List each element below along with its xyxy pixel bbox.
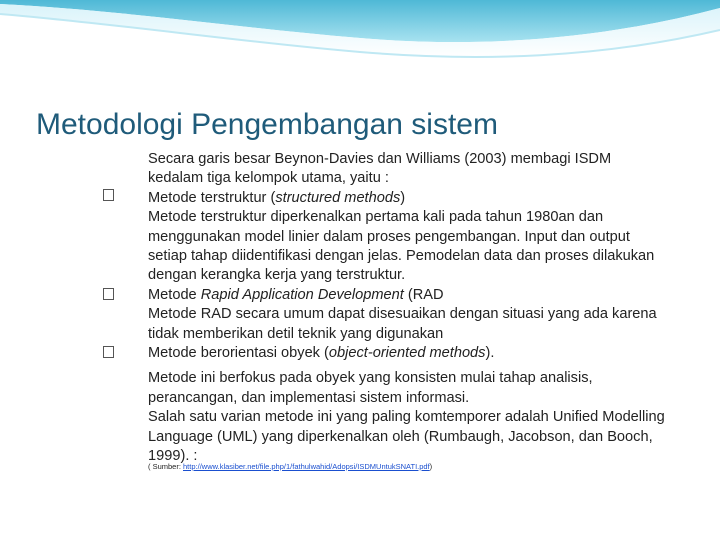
item-rad-term: Rapid Application Development xyxy=(200,286,404,303)
intro-text: Secara garis besar Beynon-Davies dan Williams (2003) membagi ISDM kedalam tiga kelompok utama, yaitu : xyxy=(148,151,612,187)
source-suffix: ) xyxy=(429,462,433,471)
source-citation xyxy=(148,462,432,471)
item-oo-suffix: ). xyxy=(485,345,495,362)
decorative-wave-header xyxy=(0,0,720,120)
item-rad-suffix: (RAD xyxy=(403,286,444,303)
item-rad-label: Metode xyxy=(148,286,201,303)
bullet-icon xyxy=(103,189,114,201)
item-structured-term: structured methods xyxy=(275,189,401,206)
item-oo-desc: Metode ini berfokus pada obyek yang konsisten mulai tahap analisis, perancangan, dan implementasi sistem informasi. xyxy=(148,370,593,406)
item-structured-label: Metode terstruktur ( xyxy=(148,189,276,206)
item-structured-desc: Metode terstruktur diperkenalkan pertama kali pada tahun 1980an dan menggunakan model linier dalam proses pengembangan. Input dan output setiap tahap diidentifikasi dengan jelas. Pemodelan data dan proses dilakukan dengan kerangka kerja yang terstruktur. xyxy=(148,209,655,284)
slide-body xyxy=(148,150,668,467)
bullet-icon xyxy=(103,288,114,300)
item-oo-uml: Salah satu varian metode ini yang paling komtemporer adalah Unified Modelling Language (UML) yang diperkenalkan oleh (Rumbaugh, Jacobson, dan Booch, 1999). : xyxy=(148,409,665,465)
item-rad xyxy=(148,286,668,305)
source-prefix: ( Sumber: xyxy=(148,462,184,471)
source-link[interactable]: http://www.klasiber.net/file.php/1/fathulwahid/Adopsi/ISDMUntukSNATI.pdf xyxy=(183,462,430,471)
item-oo-term: object-oriented methods xyxy=(328,345,486,362)
bullet-icon xyxy=(103,346,114,358)
item-oo-label: Metode berorientasi obyek ( xyxy=(148,345,329,362)
item-rad-desc: Metode RAD secara umum dapat disesuaikan dengan situasi yang ada karena tidak memberikan detil teknik yang digunakan xyxy=(148,306,657,342)
slide-title: Metodologi Pengembangan sistem xyxy=(36,108,498,141)
item-structured-suffix: ) xyxy=(400,189,406,206)
item-structured xyxy=(148,189,668,208)
item-oo xyxy=(148,344,668,363)
